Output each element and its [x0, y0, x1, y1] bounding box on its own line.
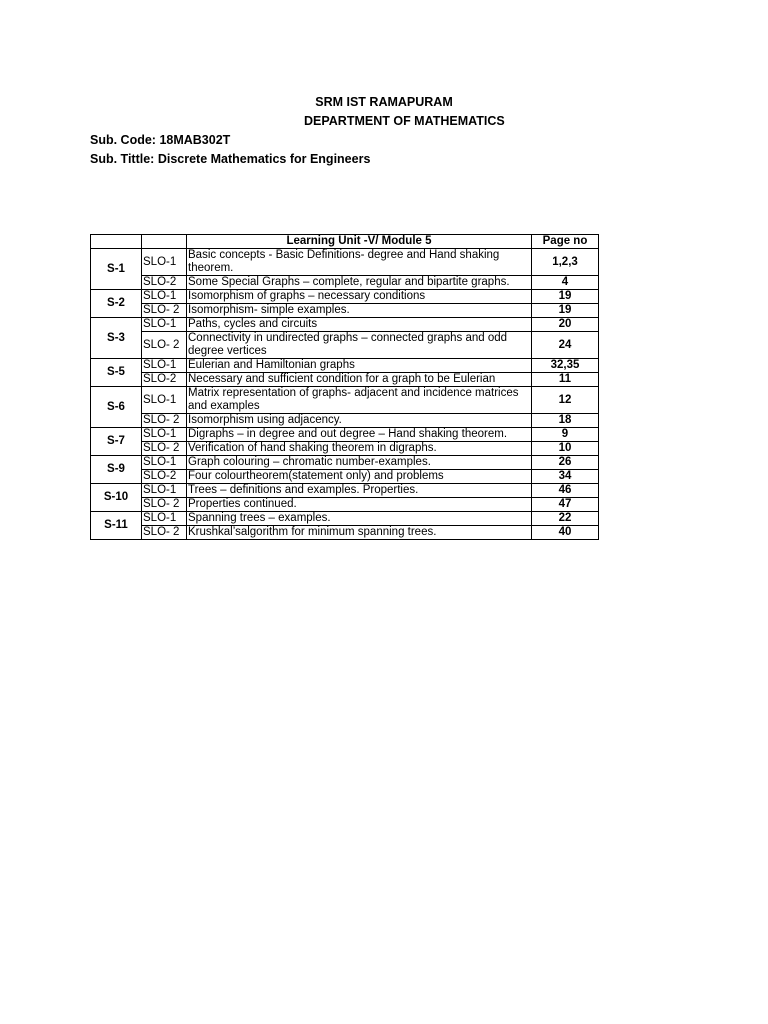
institution-title: SRM IST RAMAPURAM	[315, 95, 453, 109]
topic-cell: Connectivity in undirected graphs – connected graphs and odd degree vertices	[187, 332, 532, 359]
header-learning-unit: Learning Unit -V/ Module 5	[187, 235, 532, 249]
session-cell: S-3	[91, 318, 142, 359]
department-title: DEPARTMENT OF MATHEMATICS	[304, 114, 505, 128]
topic-cell: Matrix representation of graphs- adjacent and incidence matrices and examples	[187, 387, 532, 414]
topic-cell: Verification of hand shaking theorem in digraphs.	[187, 442, 532, 456]
slo-cell: SLO-2	[142, 373, 187, 387]
topic-cell: Paths, cycles and circuits	[187, 318, 532, 332]
topic-cell: Graph colouring – chromatic number-examples.	[187, 456, 532, 470]
page-cell: 26	[532, 456, 599, 470]
slo-cell: SLO-1	[142, 428, 187, 442]
syllabus-table	[90, 234, 599, 540]
slo-cell: SLO- 2	[142, 526, 187, 540]
page-cell: 1,2,3	[532, 249, 599, 276]
slo-cell: SLO-2	[142, 470, 187, 484]
session-cell: S-9	[91, 456, 142, 484]
topic-cell: Krushkal’salgorithm for minimum spanning trees.	[187, 526, 532, 540]
topic-cell: Properties continued.	[187, 498, 532, 512]
slo-cell: SLO-1	[142, 359, 187, 373]
table-row	[91, 276, 599, 290]
session-cell: S-6	[91, 387, 142, 428]
table-row	[91, 373, 599, 387]
topic-cell: Some Special Graphs – complete, regular and bipartite graphs.	[187, 276, 532, 290]
page-cell: 40	[532, 526, 599, 540]
header-session	[91, 235, 142, 249]
table-row	[91, 290, 599, 304]
slo-cell: SLO-1	[142, 387, 187, 414]
topic-cell: Four colourtheorem(statement only) and problems	[187, 470, 532, 484]
table-row	[91, 442, 599, 456]
subject-title: Sub. Tittle: Discrete Mathematics for Engineers	[90, 152, 371, 166]
topic-cell: Necessary and sufficient condition for a graph to be Eulerian	[187, 373, 532, 387]
table-row	[91, 484, 599, 498]
session-cell: S-11	[91, 512, 142, 540]
slo-cell: SLO- 2	[142, 498, 187, 512]
session-cell: S-7	[91, 428, 142, 456]
table-row	[91, 359, 599, 373]
page-cell: 19	[532, 290, 599, 304]
table-row	[91, 387, 599, 414]
page-cell: 32,35	[532, 359, 599, 373]
slo-cell: SLO-1	[142, 249, 187, 276]
table-row	[91, 456, 599, 470]
topic-cell: Eulerian and Hamiltonian graphs	[187, 359, 532, 373]
page-cell: 11	[532, 373, 599, 387]
slo-cell: SLO- 2	[142, 332, 187, 359]
page-cell: 46	[532, 484, 599, 498]
topic-cell: Basic concepts - Basic Definitions- degree and Hand shaking theorem.	[187, 249, 532, 276]
session-cell: S-1	[91, 249, 142, 290]
session-cell: S-5	[91, 359, 142, 387]
topic-cell: Isomorphism- simple examples.	[187, 304, 532, 318]
table-row	[91, 498, 599, 512]
session-cell: S-10	[91, 484, 142, 512]
subject-code: Sub. Code: 18MAB302T	[90, 133, 231, 147]
slo-cell: SLO-1	[142, 290, 187, 304]
page-cell: 22	[532, 512, 599, 526]
topic-cell: Spanning trees – examples.	[187, 512, 532, 526]
page-cell: 20	[532, 318, 599, 332]
slo-cell: SLO- 2	[142, 414, 187, 428]
table-header-row	[91, 235, 599, 249]
slo-cell: SLO-1	[142, 512, 187, 526]
table-row	[91, 470, 599, 484]
table-row	[91, 428, 599, 442]
topic-cell: Isomorphism using adjacency.	[187, 414, 532, 428]
table-row	[91, 304, 599, 318]
page-cell: 47	[532, 498, 599, 512]
page-cell: 12	[532, 387, 599, 414]
topic-cell: Isomorphism of graphs – necessary conditions	[187, 290, 532, 304]
page-cell: 4	[532, 276, 599, 290]
header-page-no: Page no	[532, 235, 599, 249]
slo-cell: SLO-1	[142, 318, 187, 332]
table-row	[91, 249, 599, 276]
page-cell: 18	[532, 414, 599, 428]
table-row	[91, 414, 599, 428]
table-row	[91, 512, 599, 526]
page-cell: 9	[532, 428, 599, 442]
table-row	[91, 526, 599, 540]
slo-cell: SLO- 2	[142, 304, 187, 318]
table-body	[91, 249, 599, 540]
table-row	[91, 318, 599, 332]
page-cell: 24	[532, 332, 599, 359]
table-row	[91, 332, 599, 359]
session-cell: S-2	[91, 290, 142, 318]
header-slo	[142, 235, 187, 249]
slo-cell: SLO-1	[142, 484, 187, 498]
slo-cell: SLO-2	[142, 276, 187, 290]
slo-cell: SLO-1	[142, 456, 187, 470]
slo-cell: SLO- 2	[142, 442, 187, 456]
page-cell: 19	[532, 304, 599, 318]
topic-cell: Trees – definitions and examples. Properties.	[187, 484, 532, 498]
page-cell: 34	[532, 470, 599, 484]
topic-cell: Digraphs – in degree and out degree – Hand shaking theorem.	[187, 428, 532, 442]
page-cell: 10	[532, 442, 599, 456]
